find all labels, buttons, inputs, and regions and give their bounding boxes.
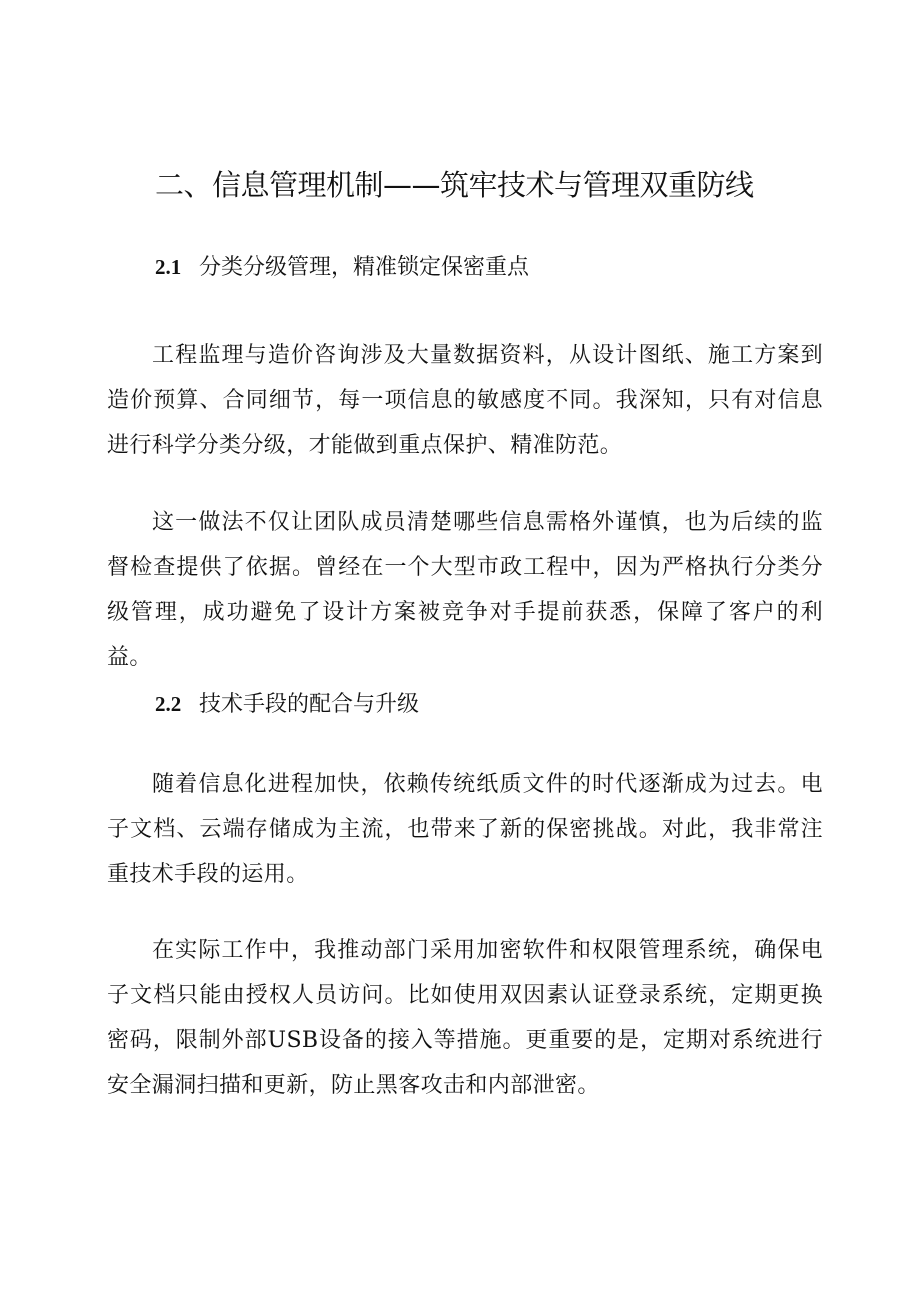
document-title: 二、信息管理机制——筑牢技术与管理双重防线 (155, 168, 754, 202)
section-number: 2.2 (155, 692, 182, 716)
paragraph: 工程监理与造价咨询涉及大量数据资料，从设计图纸、施工方案到造价预算、合同细节，每一项信息的敏感度不同。我深知，只有对信息进行科学分类分级，才能做到重点保护、精准防范。 (107, 343, 823, 458)
paragraph: 在实际工作中，我推动部门采用加密软件和权限管理系统，确保电子文档只能由授权人员访问。比如使用双因素认证登录系统，定期更换密码，限制外部USB设备的接入等措施。更重要的是，定期对系统进行安全漏洞扫描和更新，防止黑客攻击和内部泄密。 (107, 938, 823, 1098)
paragraph: 随着信息化进程加快，依赖传统纸质文件的时代逐渐成为过去。电子文档、云端存储成为主流，也带来了新的保密挑战。对此，我非常注重技术手段的运用。 (107, 772, 823, 887)
section-heading-2-1 (155, 252, 529, 283)
section-number: 2.1 (155, 255, 182, 279)
section-heading-2-2 (155, 689, 419, 720)
section-title: 技术手段的配合与升级 (199, 692, 420, 717)
section-title: 分类分级管理，精准锁定保密重点 (199, 255, 530, 280)
paragraph: 这一做法不仅让团队成员清楚哪些信息需格外谨慎，也为后续的监督检查提供了依据。曾经在一个大型市政工程中，因为严格执行分类分级管理，成功避免了设计方案被竞争对手提前获悉，保障了客户的利益。 (107, 510, 823, 670)
